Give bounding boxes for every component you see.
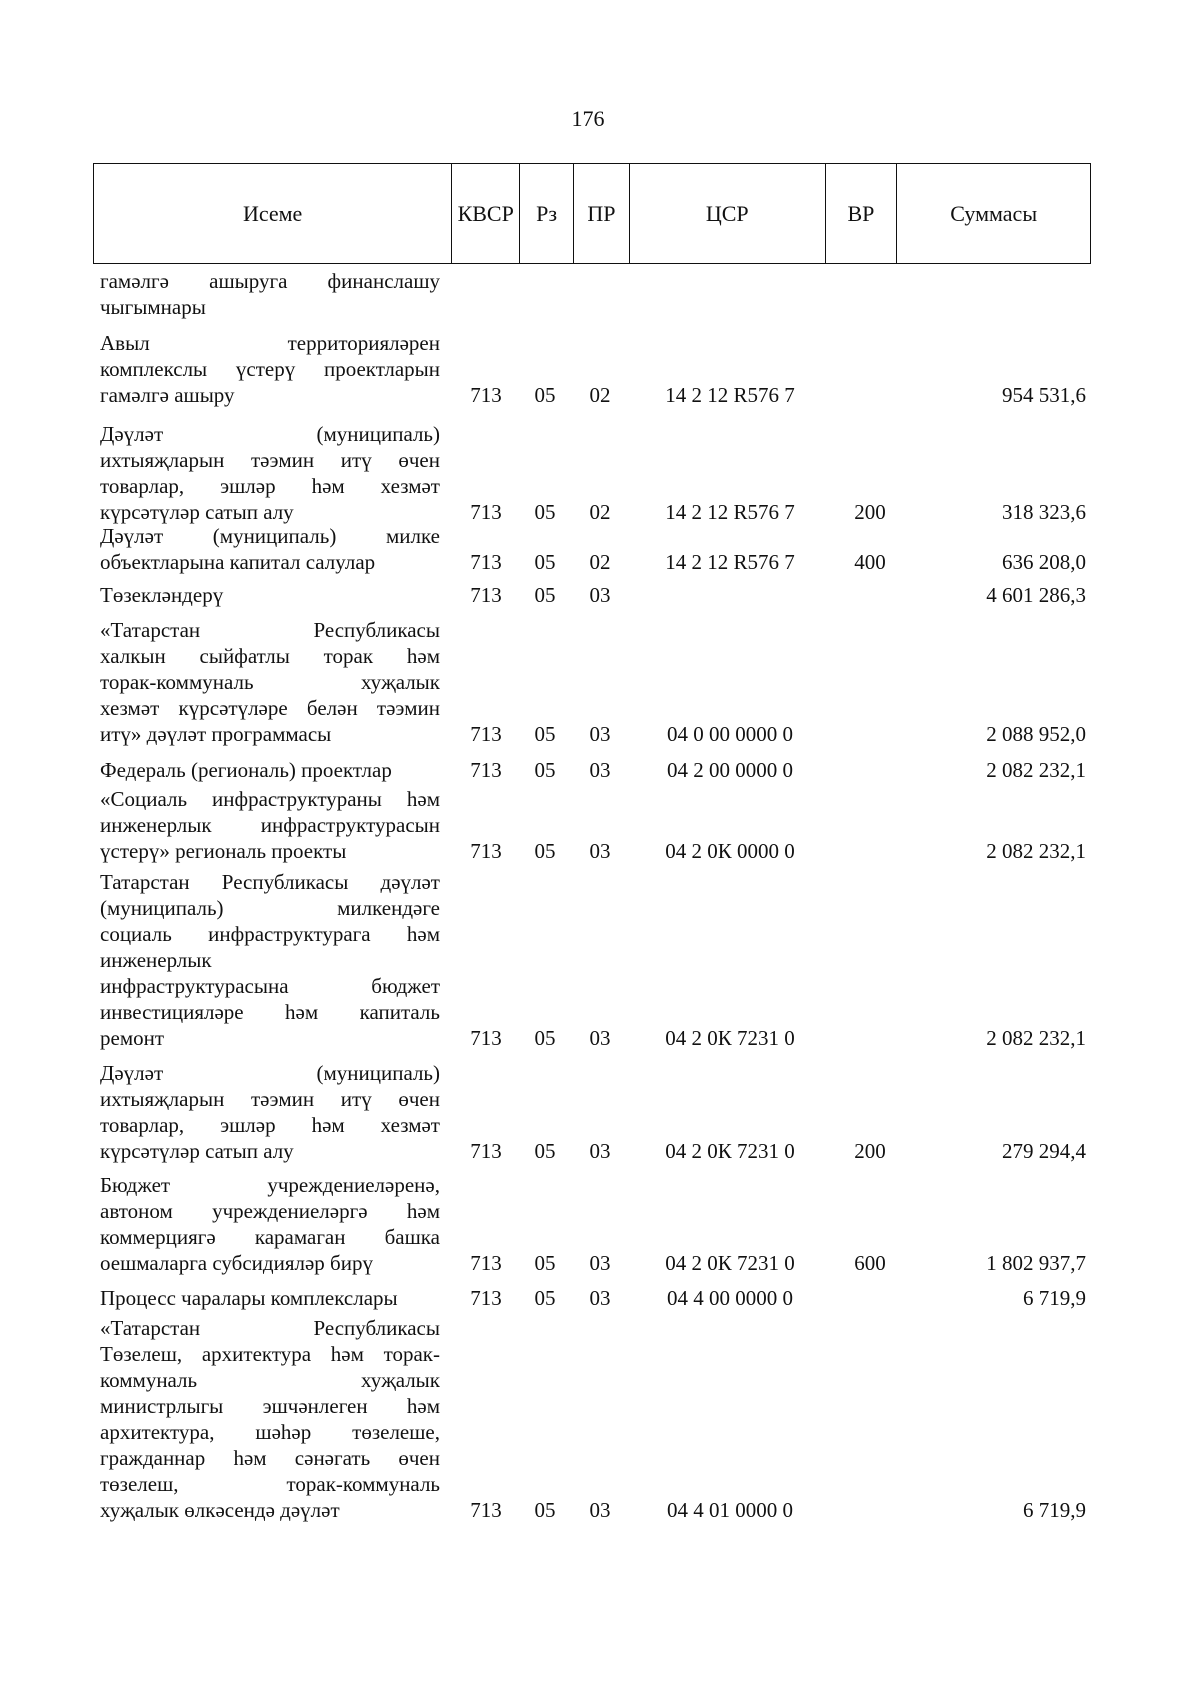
row-name: [100, 1060, 440, 1164]
row-name-line: инженерлык: [100, 948, 212, 972]
header-kvsr: КВСР: [452, 164, 520, 263]
row-name-line: товарлар, эшләр һәм хезмәт: [100, 1113, 440, 1137]
row-name-line: коммерциягә карамаган башка: [100, 1225, 440, 1249]
row-pr: 03: [589, 1498, 611, 1522]
row-kvsr: 713: [470, 722, 502, 746]
row-name: [100, 757, 440, 783]
header-rz: Рз: [520, 164, 574, 263]
row-name-line: комплекслы үстерү проектларын: [100, 357, 440, 381]
row-csr: 04 4 01 0000 0: [667, 1498, 793, 1522]
row-sum: 1 802 937,7: [986, 1251, 1086, 1275]
row-name-line: төзелеш, торак-коммуналь: [100, 1472, 440, 1496]
row-name-line: министрлыгы эшчәнлеген һәм: [100, 1394, 440, 1418]
row-name-line: ихтыяҗларын тәэмин итү өчен: [100, 1087, 440, 1111]
row-csr: 04 0 00 0000 0: [667, 722, 793, 746]
row-name-line: күрсәтүләр сатып алу: [100, 1139, 294, 1163]
row-name-line: Процесс чаралары комплекслары: [100, 1286, 398, 1310]
row-pr: 03: [589, 839, 611, 863]
row-name-line: архитектура, шәһәр төзелеше,: [100, 1420, 440, 1444]
row-csr: 14 2 12 R576 7: [665, 383, 795, 407]
row-name-line: Дәүләт (муниципаль): [100, 422, 440, 446]
row-sum: 2 082 232,1: [986, 758, 1086, 782]
row-name-line: Федераль (региональ) проектлар: [100, 758, 392, 782]
row-name-line: автоном учреждениеләргә һәм: [100, 1199, 440, 1223]
row-csr: 04 2 0К 7231 0: [665, 1251, 795, 1275]
row-rz: 05: [534, 1251, 556, 1275]
row-name-line: гамәлгә ашыру: [100, 383, 235, 407]
row-sum: 636 208,0: [1002, 550, 1086, 574]
row-pr: 03: [589, 1286, 611, 1310]
row-kvsr: 713: [470, 839, 502, 863]
row-name-line: гражданнар һәм сәнәгать өчен: [100, 1446, 440, 1470]
row-sum: 2 088 952,0: [986, 722, 1086, 746]
row-name: [100, 786, 440, 864]
row-kvsr: 713: [470, 1139, 502, 1163]
row-name-line: Дәүләт (муниципаль) милке: [100, 524, 440, 548]
row-sum: 6 719,9: [1023, 1498, 1086, 1522]
row-pr: 02: [589, 550, 611, 574]
row-name-line: товарлар, эшләр һәм хезмәт: [100, 474, 440, 498]
row-sum: 2 082 232,1: [986, 839, 1086, 863]
row-name-line: торак-коммуналь хуҗалык: [100, 670, 440, 694]
row-name: [100, 1285, 440, 1311]
row-sum: 318 323,6: [1002, 500, 1086, 524]
row-name: [100, 1315, 440, 1523]
row-name-line: Төзекләндерү: [100, 583, 224, 607]
row-vr: 400: [854, 550, 886, 574]
row-pr: 02: [589, 500, 611, 524]
row-sum: 954 531,6: [1002, 383, 1086, 407]
row-pr: 03: [589, 1251, 611, 1275]
row-kvsr: 713: [470, 583, 502, 607]
row-pr: 03: [589, 722, 611, 746]
row-rz: 05: [534, 550, 556, 574]
row-sum: 6 719,9: [1023, 1286, 1086, 1310]
row-name-line: ремонт: [100, 1026, 165, 1050]
row-rz: 05: [534, 383, 556, 407]
header-csr: ЦСР: [630, 164, 826, 263]
row-csr: 04 4 00 0000 0: [667, 1286, 793, 1310]
row-kvsr: 713: [470, 500, 502, 524]
row-name: [100, 268, 440, 320]
header-name: Исеме: [94, 164, 452, 263]
row-name: [100, 869, 440, 1051]
row-name: [100, 1172, 440, 1276]
row-name-line: үстерү» региональ проекты: [100, 839, 347, 863]
row-name-line: Дәүләт (муниципаль): [100, 1061, 440, 1085]
row-rz: 05: [534, 1026, 556, 1050]
row-name-line: (муниципаль) милкендәге: [100, 896, 440, 920]
row-kvsr: 713: [470, 1286, 502, 1310]
row-name-line: объектларына капитал салулар: [100, 550, 376, 574]
row-pr: 02: [589, 383, 611, 407]
row-vr: 200: [854, 1139, 886, 1163]
row-pr: 03: [589, 758, 611, 782]
row-csr: 04 2 0К 0000 0: [665, 839, 795, 863]
row-name-line: күрсәтүләр сатып алу: [100, 500, 294, 524]
row-kvsr: 713: [470, 1498, 502, 1522]
table-header: [93, 163, 1091, 264]
row-name-line: социаль инфраструктурага һәм: [100, 922, 440, 946]
row-csr: 14 2 12 R576 7: [665, 500, 795, 524]
row-kvsr: 713: [470, 550, 502, 574]
row-pr: 03: [589, 1026, 611, 1050]
row-name-line: инженерлык инфраструктурасын: [100, 813, 440, 837]
row-name-line: «Татарстан Республикасы: [100, 1316, 440, 1340]
row-name: [100, 330, 440, 408]
row-sum: 279 294,4: [1002, 1139, 1086, 1163]
row-name-line: коммуналь хуҗалык: [100, 1368, 440, 1392]
row-name-line: Бюджет учреждениеләренә,: [100, 1173, 440, 1197]
row-vr: 600: [854, 1251, 886, 1275]
row-rz: 05: [534, 839, 556, 863]
row-csr: 04 2 0К 7231 0: [665, 1139, 795, 1163]
row-name-line: Татарстан Республикасы дәүләт: [100, 870, 440, 894]
row-name: [100, 523, 440, 575]
row-name-line: оешмаларга субсидияләр бирү: [100, 1251, 373, 1275]
row-name-line: «Социаль инфраструктураны һәм: [100, 787, 440, 811]
row-kvsr: 713: [470, 383, 502, 407]
row-name-line: Авыл территорияләрен: [100, 331, 440, 355]
row-name-line: итү» дәүләт программасы: [100, 722, 332, 746]
row-rz: 05: [534, 1139, 556, 1163]
row-pr: 03: [589, 583, 611, 607]
row-kvsr: 713: [470, 1251, 502, 1275]
row-sum: 4 601 286,3: [986, 583, 1086, 607]
page-number: 176: [571, 106, 605, 131]
header-vr: ВР: [826, 164, 898, 263]
row-pr: 03: [589, 1139, 611, 1163]
row-name-line: инвестицияләре һәм капиталь: [100, 1000, 440, 1024]
header-sum: Суммасы: [950, 200, 1038, 226]
row-name-line: ихтыяҗларын тәэмин итү өчен: [100, 448, 440, 472]
row-rz: 05: [534, 1286, 556, 1310]
row-rz: 05: [534, 722, 556, 746]
row-rz: 05: [534, 500, 556, 524]
row-csr: 14 2 12 R576 7: [665, 550, 795, 574]
row-vr: 200: [854, 500, 886, 524]
row-name-line: Төзелеш, архитектура һәм торак-: [100, 1342, 440, 1366]
row-kvsr: 713: [470, 758, 502, 782]
row-name: [100, 582, 440, 608]
row-name: [100, 617, 440, 747]
row-name-line: «Татарстан Республикасы: [100, 618, 440, 642]
row-name-line: инфраструктурасына бюджет: [100, 974, 440, 998]
row-name-line: хуҗалык өлкәсендә дәүләт: [100, 1498, 340, 1522]
row-rz: 05: [534, 758, 556, 782]
row-kvsr: 713: [470, 1026, 502, 1050]
row-rz: 05: [534, 583, 556, 607]
row-name-line: гамәлгә ашыруга финанслашу: [100, 269, 440, 293]
row-rz: 05: [534, 1498, 556, 1522]
header-pr: ПР: [574, 164, 630, 263]
row-name-line: хезмәт күрсәтүләре белән тәэмин: [100, 696, 440, 720]
row-name-line: чыгымнары: [100, 295, 206, 319]
row-csr: 04 2 0К 7231 0: [665, 1026, 795, 1050]
row-name: [100, 421, 440, 525]
row-csr: 04 2 00 0000 0: [667, 758, 793, 782]
row-sum: 2 082 232,1: [986, 1026, 1086, 1050]
row-name-line: халкын сыйфатлы торак һәм: [100, 644, 440, 668]
